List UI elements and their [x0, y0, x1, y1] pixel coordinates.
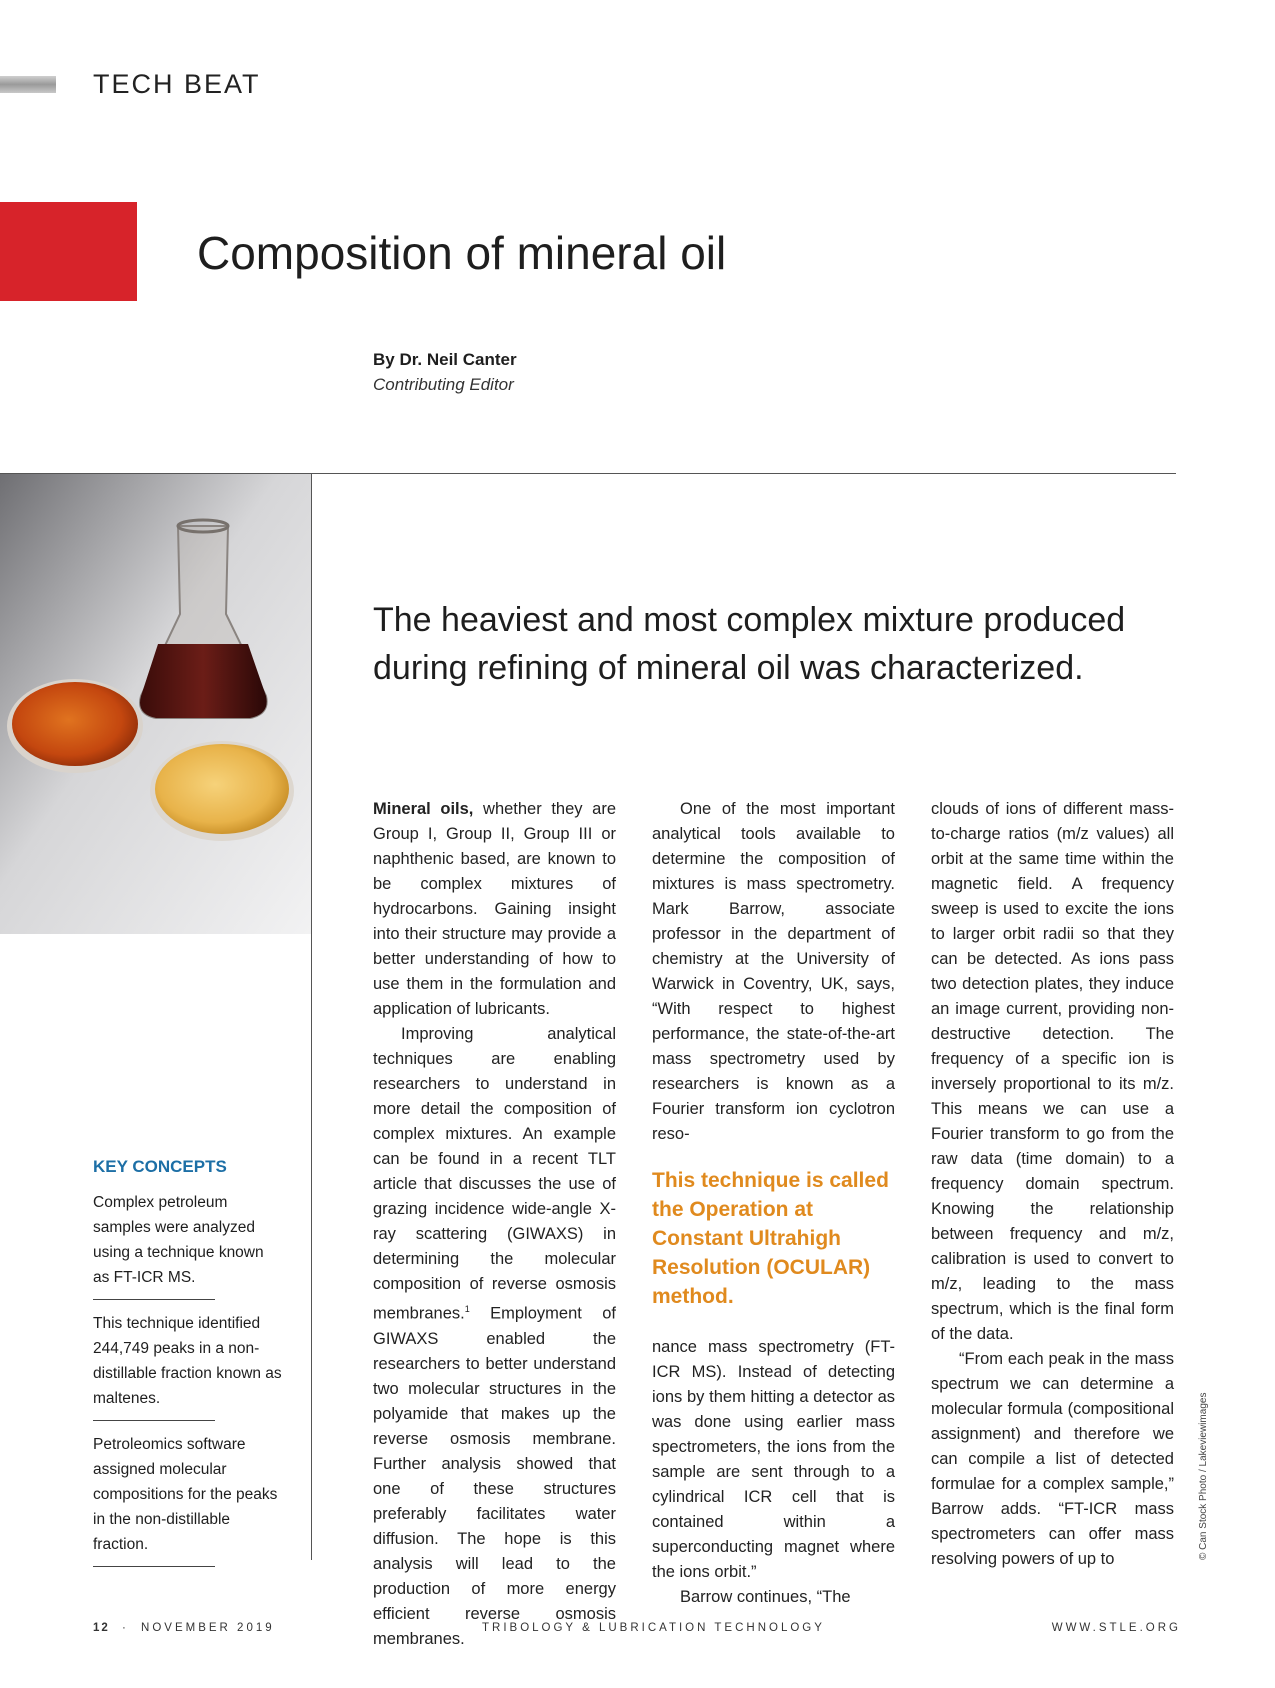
- divider-vertical: [311, 474, 312, 1560]
- article-deck: The heaviest and most complex mixture produced during refining of mineral oil was characterized.: [373, 601, 1126, 687]
- paragraph: Barrow continues, “The: [680, 1588, 851, 1606]
- body-column-2: [652, 797, 895, 1610]
- pull-quote: This technique is called the Operation at Constant Ultrahigh Resolution (OCULAR) method.: [652, 1169, 889, 1308]
- footer-separator: ·: [122, 1622, 129, 1634]
- paragraph: One of the most important analytical tools available to determine the composition of mixtures is mass spectrometry. Mark Barrow, associate professor in the department of chemistry at the University of Warwick in Coventry, UK, says, “With respect to highest performance, the state-of-the-art mass spectrometry used by researchers is known as a Fourier transform ion cyclotron reso-: [652, 800, 895, 1143]
- paragraph: Mineral oils, whether they are Group I, Group II, Group III or naphthenic based, are known to be complex mixtures of hydrocarbons. Gaining insight into their structure may provide a better understanding of how to use them in the formulation and application of lubricants.: [373, 800, 616, 1018]
- key-concept-item: Complex petroleum samples were analyzed using a technique known as FT-ICR MS.: [93, 1190, 215, 1300]
- footer-url: WWW.STLE.ORG: [1051, 1622, 1181, 1634]
- author-role: Contributing Editor: [373, 375, 514, 394]
- footer-page-date: [93, 1622, 275, 1634]
- page-number: 12: [93, 1622, 110, 1634]
- paragraph: nance mass spectrometry (FT-ICR MS). Instead of detecting ions by them hitting a detector as was done using earlier mass spectrometers, the ions from the sample are sent through to a cylindrical ICR cell that is contained within a superconducting magnet where the ions orbit.”: [652, 1338, 895, 1581]
- accent-block: [0, 202, 137, 301]
- footer-publication: TRIBOLOGY & LUBRICATION TECHNOLOGY: [482, 1622, 825, 1634]
- key-concept-item: This technique identified 244,749 peaks in a non-distillable fraction known as maltenes.: [93, 1311, 215, 1421]
- section-label: TECH BEAT: [93, 69, 261, 99]
- oil-samples-photo: [0, 474, 311, 934]
- key-concept-item: Petroleomics software assigned molecular compositions for the peaks in the non-distillable fraction.: [93, 1432, 215, 1567]
- issue-date: NOVEMBER 2019: [141, 1622, 275, 1634]
- photo-credit: © Can Stock Photo / Lakeviewimages: [1198, 1392, 1209, 1560]
- article-title: Composition of mineral oil: [197, 227, 727, 279]
- footnote-ref: 1: [464, 1304, 470, 1314]
- body-column-1: [373, 797, 616, 1652]
- body-column-3: [931, 797, 1174, 1572]
- paragraph: “From each peak in the mass spectrum we can determine a molecular formula (compositional assignment) and therefore we can compile a list of detected formulae for a complex sample,” Barrow adds. “FT-ICR mass spectrometers can offer mass resolving powers of up to: [931, 1350, 1174, 1568]
- section-bar: [0, 76, 56, 93]
- paragraph: Improving analytical techniques are enabling researchers to understand in more detail the composition of complex mixtures. An example can be found in a recent TLT article that discusses the use of grazing incidence wide-angle X-ray scattering (GIWAXS) in determining the molecular composition of reverse osmosis membranes.$^1$ Employment of GIWAXS enabled the researchers to better understand two molecular structures in the polyamide that makes up the reverse osmosis membrane. Further analysis showed that one of these structures preferably facilitates water diffusion. The hope is this analysis will lead to the production of more energy efficient reverse osmosis membranes.: [373, 1025, 616, 1648]
- key-concepts-list: [93, 1190, 283, 1578]
- paragraph: clouds of ions of different mass-to-charge ratios (m/z values) all orbit at the same time within the magnetic field. A frequency sweep is used to excite the ions to larger orbit radii so that they can be detected. As ions pass two detection plates, they induce an image current, providing non-destructive detection. The frequency of a specific ion is inversely proportional to its m/z. This means we can use a Fourier transform to go from the raw data (time domain) to a frequency domain spectrum. Knowing the relationship between frequency and m/z, calibration is used to convert to m/z, leading to the mass spectrum, which is the final form of the data.: [931, 800, 1174, 1343]
- byline: By Dr. Neil Canter: [373, 350, 517, 369]
- key-concepts-heading: KEY CONCEPTS: [93, 1157, 227, 1176]
- lead-in: Mineral oils,: [373, 800, 474, 818]
